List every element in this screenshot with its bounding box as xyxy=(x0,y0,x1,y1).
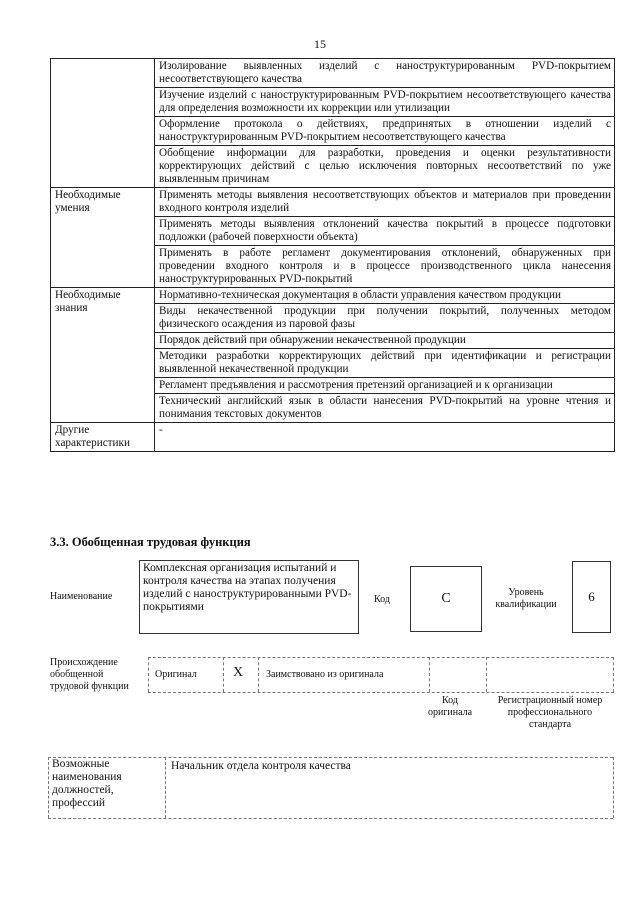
level-label: Уровень квалификации xyxy=(495,587,557,610)
origin-divider xyxy=(429,657,430,692)
table-row xyxy=(51,288,615,304)
table-cell: Технический английский язык в области нанесения PVD-покрытий на уровне чтения и понимания текстовых документов xyxy=(155,394,615,423)
origin-divider xyxy=(486,657,487,692)
code-label: Код xyxy=(374,594,390,605)
page-number: 15 xyxy=(314,37,326,51)
original-label: Оригинал xyxy=(155,669,197,680)
origin-divider xyxy=(223,657,224,692)
table-cell: Оформление протокола о действиях, предпринятых в отношении изделий с наноструктурированным PVD-покрытием несоответствующего качества xyxy=(155,117,615,146)
row-label-skills: Необходимые умения xyxy=(51,188,155,288)
table-row xyxy=(51,423,615,452)
name-label: Наименование xyxy=(50,591,113,602)
positions-divider xyxy=(165,757,166,818)
origin-label: Происхождение обобщенной трудовой функции xyxy=(50,657,129,692)
table-cell: Изолирование выявленных изделий с наноструктурированным PVD-покрытием несоответствующего качества xyxy=(155,59,615,88)
original-code-caption: Код оригинала xyxy=(427,695,473,718)
table-cell: Применять в работе регламент документирования отклонений, обнаруженных при проведении входного контроля и в процессе производственного цикла нанесения наноструктурированных PVD-покрытий xyxy=(155,246,615,288)
table-cell: Регламент предъявления и рассмотрения претензий организацией и к организации xyxy=(155,378,615,394)
table-row xyxy=(51,188,615,217)
row-label xyxy=(51,59,155,188)
reg-number-caption: Регистрационный номер профессионального стандарта xyxy=(497,695,603,730)
positions-bottom-border xyxy=(48,818,613,819)
origin-divider xyxy=(148,657,149,692)
original-mark: X xyxy=(233,665,244,680)
table-cell: Изучение изделий с наноструктурированным PVD-покрытием несоответствующего качества для определения возможности их коррекции или утилизации xyxy=(155,88,615,117)
table-cell: Порядок действий при обнаружении некачественной продукции xyxy=(155,333,615,349)
competency-table xyxy=(50,58,615,452)
origin-bottom-border xyxy=(148,692,614,693)
table-cell: Виды некачественной продукции при получении покрытий, полученных методом физического осаждения из паровой фазы xyxy=(155,304,615,333)
table-cell: Применять методы выявления несоответствующих объектов и материалов при проведении входного контроля изделий xyxy=(155,188,615,217)
code-value: C xyxy=(410,566,482,632)
section-title: 3.3. Обобщенная трудовая функция xyxy=(50,535,251,549)
table-cell: Методики разработки корректирующих действий при идентификации и регистрации выявленной некачественной продукции xyxy=(155,349,615,378)
row-label-knowledge: Необходимые знания xyxy=(51,288,155,423)
table-cell: Применять методы выявления отклонений качества покрытий в процессе подготовки подложки (рабочей поверхности объекта) xyxy=(155,217,615,246)
table-cell: - xyxy=(155,423,615,452)
positions-label: Возможные наименования должностей, профессий xyxy=(52,758,122,809)
origin-divider xyxy=(613,657,614,692)
row-label-other: Другие характеристики xyxy=(51,423,155,452)
positions-divider xyxy=(613,757,614,818)
table-row xyxy=(51,59,615,88)
table-cell: Обобщение информации для разработки, проведения и оценки результативности корректирующих действий с целью исключения повторных несоответствий по уже выявленным причинам xyxy=(155,146,615,188)
origin-divider xyxy=(258,657,259,692)
name-value: Комплексная организация испытаний и контроля качества на этапах получения изделий с наноструктурированными PVD-покрытиями xyxy=(139,560,359,634)
origin-top-border xyxy=(148,657,614,658)
borrowed-label: Заимствовано из оригинала xyxy=(266,669,384,680)
positions-divider xyxy=(48,757,49,818)
table-cell: Нормативно-техническая документация в области управления качеством продукции xyxy=(155,288,615,304)
positions-value: Начальник отдела контроля качества xyxy=(171,760,351,772)
level-value: 6 xyxy=(572,561,611,633)
